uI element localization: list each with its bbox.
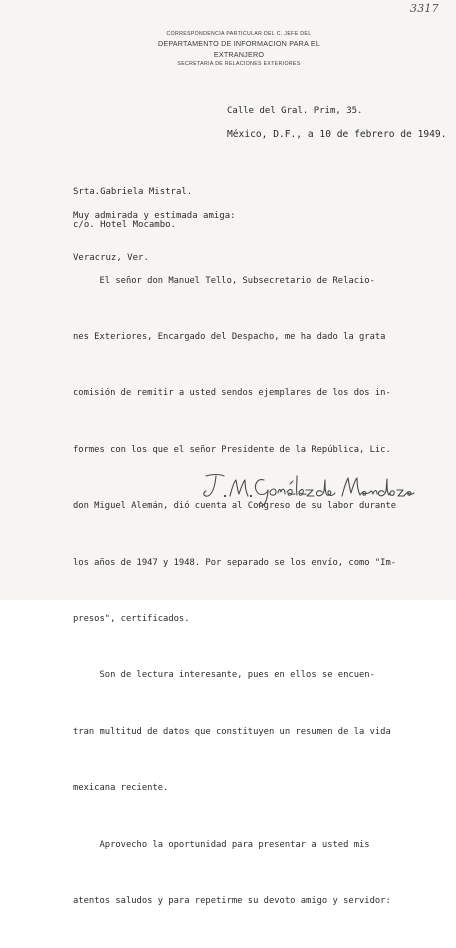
body-line: mexicana reciente. xyxy=(73,783,169,794)
recipient-line: Srta.Gabriela Mistral. xyxy=(73,187,193,197)
recipient-line: c/o. Hotel Mocambo. xyxy=(73,220,176,230)
body-line: los años de 1947 y 1948. Por separado se los envío, como "Im- xyxy=(73,557,397,568)
letterhead-line-2: DEPARTAMENTO DE INFORMACION PARA EL EXTRANJERO xyxy=(157,39,321,59)
salutation: Muy admirada y estimada amiga: xyxy=(73,211,236,221)
signature-drawing xyxy=(198,466,418,510)
body-line: atentos saludos y para repetirme su devoto amigo y servidor: xyxy=(73,895,391,906)
body-line: don Miguel Alemán, dió cuenta al Congreso de su labor durante xyxy=(73,501,397,512)
body-line: Son de lectura interesante, pues en ellos se encuen- xyxy=(73,670,375,681)
recipient-line: Veracruz, Ver. xyxy=(73,253,149,263)
sender-address: Calle del Gral. Prim, 35. xyxy=(227,106,363,116)
letter-date: México, D.F., a 10 de febrero de 1949. xyxy=(227,129,447,140)
letter-body xyxy=(73,234,396,948)
letterhead-line-3: SECRETARIA DE RELACIONES EXTERIORES xyxy=(177,61,301,67)
body-line: Aprovecho la oportunidad para presentar a usted mis xyxy=(73,839,370,850)
body-line: presos", certificados. xyxy=(73,613,190,624)
archive-number: 3317 xyxy=(410,2,439,15)
body-line: tran multitud de datos que constituyen un resumen de la vida xyxy=(73,726,391,737)
body-line: El señor don Manuel Tello, Subsecretario de Relacio- xyxy=(73,275,375,286)
letterhead-line-1: CORRESPONDENCIA PARTICULAR DEL C. JEFE DEL xyxy=(166,31,312,37)
handwritten-signature xyxy=(198,466,418,510)
body-line: comisión de remitir a usted sendos ejemplares de los dos in- xyxy=(73,388,391,399)
body-line: formes con los que el señor Presidente de la República, Lic. xyxy=(73,444,391,455)
letterhead xyxy=(134,30,344,68)
body-line: nes Exteriores, Encargado del Despacho, me ha dado la grata xyxy=(73,331,386,342)
